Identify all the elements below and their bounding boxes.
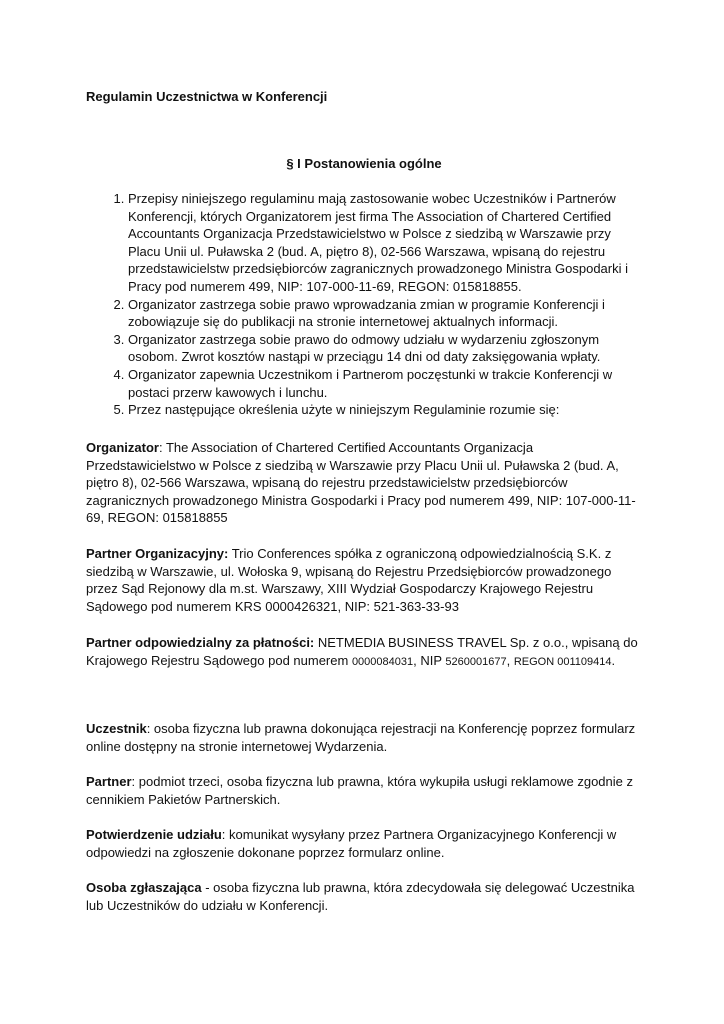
provision-item: 4. Organizator zapewnia Uczestnikom i Partnerom poczęstunki w trakcie Konferencji w postaci przerw kawowych i lunchu. bbox=[128, 366, 646, 401]
document-title: Regulamin Uczestnictwa w Konferencji bbox=[86, 89, 328, 104]
definition-term: Organizator bbox=[86, 440, 159, 455]
provision-item: 1. Przepisy niniejszego regulaminu mają zastosowanie wobec Uczestników i Partnerów Konferencji, których Organizatorem jest firma The Association of Chartered Certified Accountants Organizacja Przedstawicielstwo w Polsce z siedzibą w Warszawie przy Placu Unii ul. Puławska 2 (bud. A, piętro 8), 02-566 Warszawa, wpisaną do rejestru przedstawicielstw przedsiębiorców zagranicznych prowadzonego Ministra Gospodarki i Pracy pod numerem 499, NIP: 107-000-11-69, REGON: 015818855. bbox=[128, 190, 646, 296]
definition-text: - osoba fizyczna lub prawna, która zdecydowała się delegować Uczestnika lub Uczestników do udziału w Konferencji. bbox=[86, 880, 635, 913]
provision-item: 3. Organizator zastrzega sobie prawo do odmowy udziału w wydarzeniu zgłoszonym osobom. Zwrot kosztów nastąpi w przeciągu 14 dni od daty zaksięgowania wpłaty. bbox=[128, 331, 646, 366]
definition-term: Partner bbox=[86, 774, 132, 789]
provision-item: 5. Przez następujące określenia użyte w niniejszym Regulaminie rozumie się: bbox=[128, 401, 646, 419]
definition-text: : podmiot trzeci, osoba fizyczna lub prawna, która wykupiła usługi reklamowe zgodnie z cennikiem Pakietów Partnerskich. bbox=[86, 774, 633, 807]
definition-text: , bbox=[506, 652, 514, 668]
definition-text: Trio Conferences spółka z ograniczoną odpowiedzialnością S.K. z siedzibą w Warszawie, ul. Wołoska 9, wpisaną do Rejestru Przedsiębiorców prowadzonego przez Sąd Rejonowy dla m.st. Warszawy, XIII Wydział Gospodarczy Krajowego Rejestru Sądowego pod numerem KRS 0000426321, NIP: 521-363-33-93 bbox=[86, 546, 612, 614]
section-heading: § I Postanowienia ogólne bbox=[286, 156, 442, 171]
definition-term: Uczestnik bbox=[86, 721, 147, 736]
definition-term: Partner Organizacyjny: bbox=[86, 546, 229, 561]
definition-partner-platnosci bbox=[86, 634, 646, 671]
definition-text: , NIP bbox=[413, 652, 446, 668]
definition-term: Partner odpowiedzialny za płatności: bbox=[86, 635, 315, 650]
definition-text: : osoba fizyczna lub prawna dokonująca rejestracji na Konferencję poprzez formularz online dostępny na stronie internetowej Wydarzenia. bbox=[86, 721, 636, 754]
definition-text: : komunikat wysyłany przez Partnera Organizacyjnego Konferencji w odpowiedzi na zgłoszenie dokonane poprzez formularz online. bbox=[86, 827, 617, 860]
nip-number: 5260001677 bbox=[445, 655, 507, 668]
definition-term: Osoba zgłaszająca bbox=[86, 880, 202, 895]
definition-partner-organizacyjny bbox=[86, 545, 646, 615]
krs-number: 0000084031 bbox=[351, 655, 414, 668]
definition-term: Potwierdzenie udziału bbox=[86, 827, 222, 842]
provision-item: 2. Organizator zastrzega sobie prawo wprowadzania zmian w programie Konferencji i zobowiązuje się do publikacji na stronie internetowej aktualnych informacji. bbox=[128, 296, 646, 331]
regon-number: REGON 001109414 bbox=[513, 655, 612, 668]
definition-organizator bbox=[86, 439, 646, 527]
definition-partner bbox=[86, 773, 646, 808]
definition-potwierdzenie-udzialu bbox=[86, 826, 646, 861]
definition-text: NETMEDIA BUSINESS TRAVEL Sp. z o.o., wpisaną do Krajowego Rejestru Sądowego pod numerem bbox=[86, 635, 638, 668]
definition-osoba-zglaszajaca bbox=[86, 879, 646, 914]
definition-text: : The Association of Chartered Certified Accountants Organizacja Przedstawicielstwo w Polsce z siedzibą w Warszawie przy Placu Unii ul. Puławska 2 (bud. A, piętro 8), 02-566 Warszawa, wpisaną do rejestru przedstawicielstw przedsiębiorców zagranicznych prowadzonego Ministra Gospodarki i Pracy pod numerem 499, NIP: 107-000-11-69, REGON: 015818855 bbox=[86, 440, 636, 526]
definition-uczestnik bbox=[86, 720, 646, 755]
definition-text: . bbox=[611, 652, 616, 668]
provisions-list bbox=[86, 190, 646, 419]
